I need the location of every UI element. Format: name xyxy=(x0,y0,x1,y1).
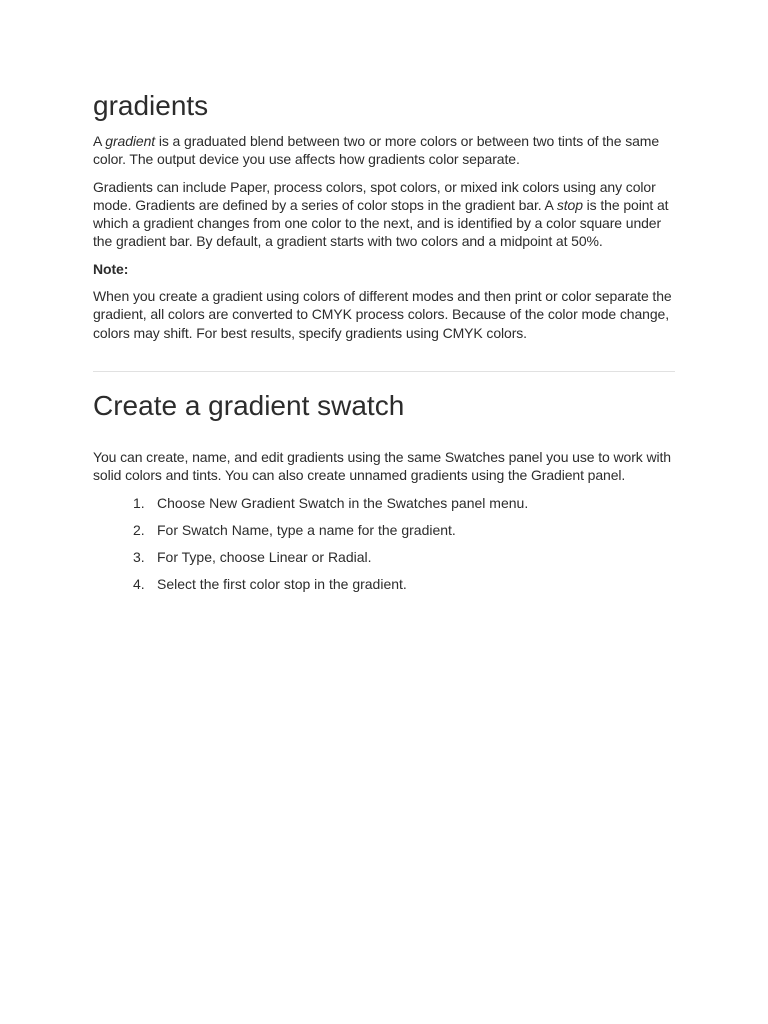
step-number: 3. xyxy=(133,549,145,566)
create-swatch-intro: You can create, name, and edit gradients using the same Swatches panel you use to work with solid colors and tints. You can also create unnamed gradients using the Gradient panel. xyxy=(93,448,671,484)
section-divider xyxy=(93,371,675,372)
note-text: When you create a gradient using colors of different modes and then print or color separate the gradient, all colors are converted to CMYK process colors. Because of the color mode change, colors may shift. For best results, specify gradients using CMYK colors. xyxy=(93,288,672,341)
para2-after: is the point at which a gradient changes from one color to the next, and is identified by a color square under the gradient bar. By default, a gradient starts with two colors and a midpoint at 50%. xyxy=(93,196,669,250)
section-title-gradients: gradients xyxy=(93,90,209,121)
step-text: Select the first color stop in the gradient. xyxy=(157,576,407,593)
step-number: 4. xyxy=(133,576,145,593)
term-stop: stop xyxy=(556,196,583,213)
para2-before: Gradients can include Paper, process colors, spot colors, or mixed ink colors using any color mode. Gradients are defined by a series of color stops in the gradient bar. A xyxy=(93,178,656,213)
gradient-definition-paragraph xyxy=(93,132,675,169)
step-text: For Swatch Name, type a name for the gradient. xyxy=(157,521,456,538)
note-label: Note: xyxy=(93,260,129,277)
steps-list xyxy=(93,494,675,594)
section-title-create-gradient-swatch: Create a gradient swatch xyxy=(93,389,405,421)
list-item xyxy=(133,494,675,512)
list-item xyxy=(133,521,675,539)
list-item xyxy=(133,575,675,593)
para1-prefix: A xyxy=(93,133,106,149)
step-number: 2. xyxy=(133,521,145,538)
step-text: Choose New Gradient Swatch in the Swatches panel menu. xyxy=(157,494,529,511)
term-gradient: gradient xyxy=(105,133,156,149)
document-body xyxy=(93,86,675,603)
para1-suffix: is a graduated blend between two or more colors or between two tints of the same color. The output device you use affects how gradients color separate. xyxy=(93,133,660,168)
step-number: 1. xyxy=(133,494,145,511)
list-item xyxy=(133,548,675,566)
gradient-stops-paragraph xyxy=(93,178,675,251)
step-text: For Type, choose Linear or Radial. xyxy=(157,549,372,566)
